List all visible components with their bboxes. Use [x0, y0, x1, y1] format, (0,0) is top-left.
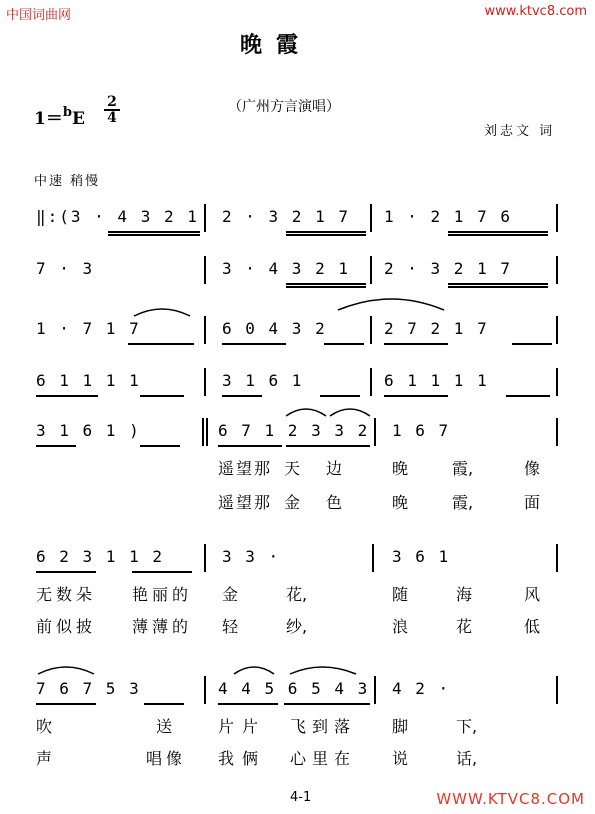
lyric-char: 那 [254, 493, 271, 512]
lyric-char: 霞, [452, 493, 474, 512]
beam [140, 445, 180, 447]
beam [286, 283, 366, 285]
beam [140, 395, 184, 397]
beam [448, 234, 548, 236]
beam [286, 234, 366, 236]
lyric-char: 前 [36, 617, 53, 636]
lyric-char: 里 [312, 749, 329, 768]
barline [556, 544, 558, 572]
measure: 6 7 1 2 3 3 2 [218, 421, 370, 440]
barline [204, 676, 206, 704]
lyric-char: 的 [172, 617, 189, 636]
barline [204, 204, 206, 232]
lyric-char: 在 [334, 749, 351, 768]
beam [222, 343, 286, 345]
beam [128, 343, 194, 345]
score-line-4 [36, 364, 560, 398]
beam [506, 395, 550, 397]
measure: 2 7 2 1 7 [384, 319, 489, 338]
song-title: 晚霞 [240, 32, 313, 58]
beam [286, 286, 366, 288]
lyric-char: 送 [156, 717, 173, 736]
barline [204, 368, 206, 396]
lyric-char: 晚 [392, 459, 409, 478]
beam [284, 703, 370, 705]
lyric-char: 唱 [146, 749, 163, 768]
barline [556, 368, 558, 396]
beam [132, 571, 192, 573]
lyric-char: 色 [326, 493, 343, 512]
measure: 6 2 3 1 1 2 [36, 547, 164, 566]
barline [556, 418, 558, 446]
beam [384, 395, 448, 397]
beam [286, 445, 370, 447]
measure: ‖:(3 · 4 3 2 1 [36, 207, 199, 226]
lyric-char: 晚 [392, 493, 409, 512]
lyric-char: 的 [172, 585, 189, 604]
barline [206, 418, 208, 446]
barline [370, 368, 372, 396]
score-line-7 [36, 672, 560, 706]
measure: 1 · 2 1 7 6 [384, 207, 512, 226]
beam [384, 343, 448, 345]
beam [286, 231, 366, 233]
slur [132, 304, 192, 318]
time-signature [104, 95, 120, 125]
lyric-char: 声 [36, 749, 53, 768]
beam [36, 703, 96, 705]
barline [370, 256, 372, 284]
score-line-5 [36, 414, 560, 448]
score-line-6 [36, 540, 560, 574]
lyric-char: 下, [456, 717, 478, 736]
barline [556, 204, 558, 232]
barline [204, 544, 206, 572]
beam [222, 395, 262, 397]
lyric-char: 像 [166, 749, 183, 768]
lyric-char: 面 [524, 493, 541, 512]
measure: 2 · 3 2 1 7 [384, 259, 512, 278]
lyric-char: 遥 [218, 493, 235, 512]
lyric-char: 吹 [36, 717, 53, 736]
lyric-char: 风 [524, 585, 541, 604]
measure: 7 6 7 5 3 [36, 679, 141, 698]
lyric-char: 薄 [152, 617, 169, 636]
beam [36, 395, 98, 397]
lyric-char: 天 [284, 459, 301, 478]
lyric-char: 落 [334, 717, 351, 736]
beam [36, 571, 96, 573]
lyric-line [36, 614, 560, 640]
lyric-char: 话, [456, 749, 478, 768]
key-prefix: 1＝ [34, 109, 63, 129]
subtitle: （广州方言演唱） [228, 99, 340, 115]
slur [336, 292, 446, 312]
lyric-char: 到 [312, 717, 329, 736]
beam [108, 231, 200, 233]
score-line-2 [36, 252, 560, 286]
lyric-char: 飞 [290, 717, 307, 736]
key-signature [34, 104, 85, 129]
beam [448, 283, 548, 285]
lyric-char: 花, [286, 585, 308, 604]
page-number: 4-1 [290, 790, 312, 805]
beam [108, 234, 200, 236]
measure: 3 3 · [222, 547, 281, 566]
lyric-char: 数 [56, 585, 73, 604]
lyric-char: 望 [236, 493, 253, 512]
beam [448, 286, 548, 288]
lyric-char: 无 [36, 585, 53, 604]
lyric-char: 我 [218, 749, 235, 768]
lyric-char: 望 [236, 459, 253, 478]
lyric-line [36, 746, 560, 772]
measure: 6 0 4 3 2 [222, 319, 327, 338]
barline [556, 256, 558, 284]
lyric-line [36, 714, 560, 740]
measure: 4 2 · [392, 679, 451, 698]
watermark-right: www.ktvc8.com [484, 4, 587, 19]
measure: 3 1 6 1 [222, 371, 304, 390]
lyric-char: 纱, [286, 617, 308, 636]
meter-top: 2 [104, 95, 120, 111]
lyric-char: 花 [456, 617, 473, 636]
lyric-char: 俩 [242, 749, 259, 768]
lyric-char: 脚 [392, 717, 409, 736]
meter-bottom: 4 [107, 110, 117, 126]
lyric-char: 片 [218, 717, 235, 736]
barline [204, 256, 206, 284]
measure: 1 6 7 [392, 421, 451, 440]
lyric-char: 海 [456, 585, 473, 604]
lyric-char: 边 [326, 459, 343, 478]
measure: 7 · 3 [36, 259, 95, 278]
lyric-char: 霞, [452, 459, 474, 478]
barline [372, 544, 374, 572]
beam [512, 343, 552, 345]
lyric-char: 似 [56, 617, 73, 636]
barline [556, 316, 558, 344]
measure: 1 · 7 1 7 [36, 319, 141, 338]
lyric-char: 披 [76, 617, 93, 636]
barline [370, 204, 372, 232]
lyric-char: 遥 [218, 459, 235, 478]
key-note: E [71, 109, 85, 129]
beam [448, 231, 548, 233]
lyricist: 刘志文 词 [484, 124, 556, 139]
beam [36, 445, 76, 447]
barline [374, 418, 376, 446]
beam [218, 445, 282, 447]
lyric-char: 片 [242, 717, 259, 736]
barline [374, 676, 376, 704]
lyric-char: 像 [524, 459, 541, 478]
lyric-char: 艳 [132, 585, 149, 604]
measure: 6 1 1 1 1 [384, 371, 489, 390]
barline [202, 418, 204, 446]
beam [320, 395, 360, 397]
lyric-char: 丽 [152, 585, 169, 604]
lyric-char: 心 [290, 749, 307, 768]
barline [204, 316, 206, 344]
measure: 6 1 1 1 1 [36, 371, 141, 390]
lyric-char: 随 [392, 585, 409, 604]
measure: 4 4 5 6 5 4 3 [218, 679, 370, 698]
measure: 3 6 1 [392, 547, 451, 566]
lyric-char: 薄 [132, 617, 149, 636]
lyric-char: 那 [254, 459, 271, 478]
score-line-1 [36, 200, 560, 234]
watermark-bottom: WWW.KTVC8.COM [436, 790, 585, 808]
score-line-3 [36, 312, 560, 346]
lyric-char: 轻 [222, 617, 239, 636]
measure: 3 · 4 3 2 1 [222, 259, 350, 278]
lyric-line [36, 456, 560, 482]
lyric-char: 朵 [76, 585, 93, 604]
beam [144, 703, 184, 705]
tempo-marking: 中速 稍慢 [34, 174, 101, 189]
beam [218, 703, 278, 705]
lyric-char: 金 [222, 585, 239, 604]
lyric-char: 低 [524, 617, 541, 636]
lyric-char: 浪 [392, 617, 409, 636]
lyric-line [36, 582, 560, 608]
barline [370, 316, 372, 344]
lyric-line [36, 490, 560, 516]
lyric-char: 说 [392, 749, 409, 768]
measure: 2 · 3 2 1 7 [222, 207, 350, 226]
key-flat: b [62, 105, 72, 120]
beam [324, 343, 364, 345]
lyric-char: 金 [284, 493, 301, 512]
measure: 3 1 6 1 ) [36, 421, 141, 440]
barline [556, 676, 558, 704]
watermark-left: 中国词曲网 [6, 8, 72, 23]
